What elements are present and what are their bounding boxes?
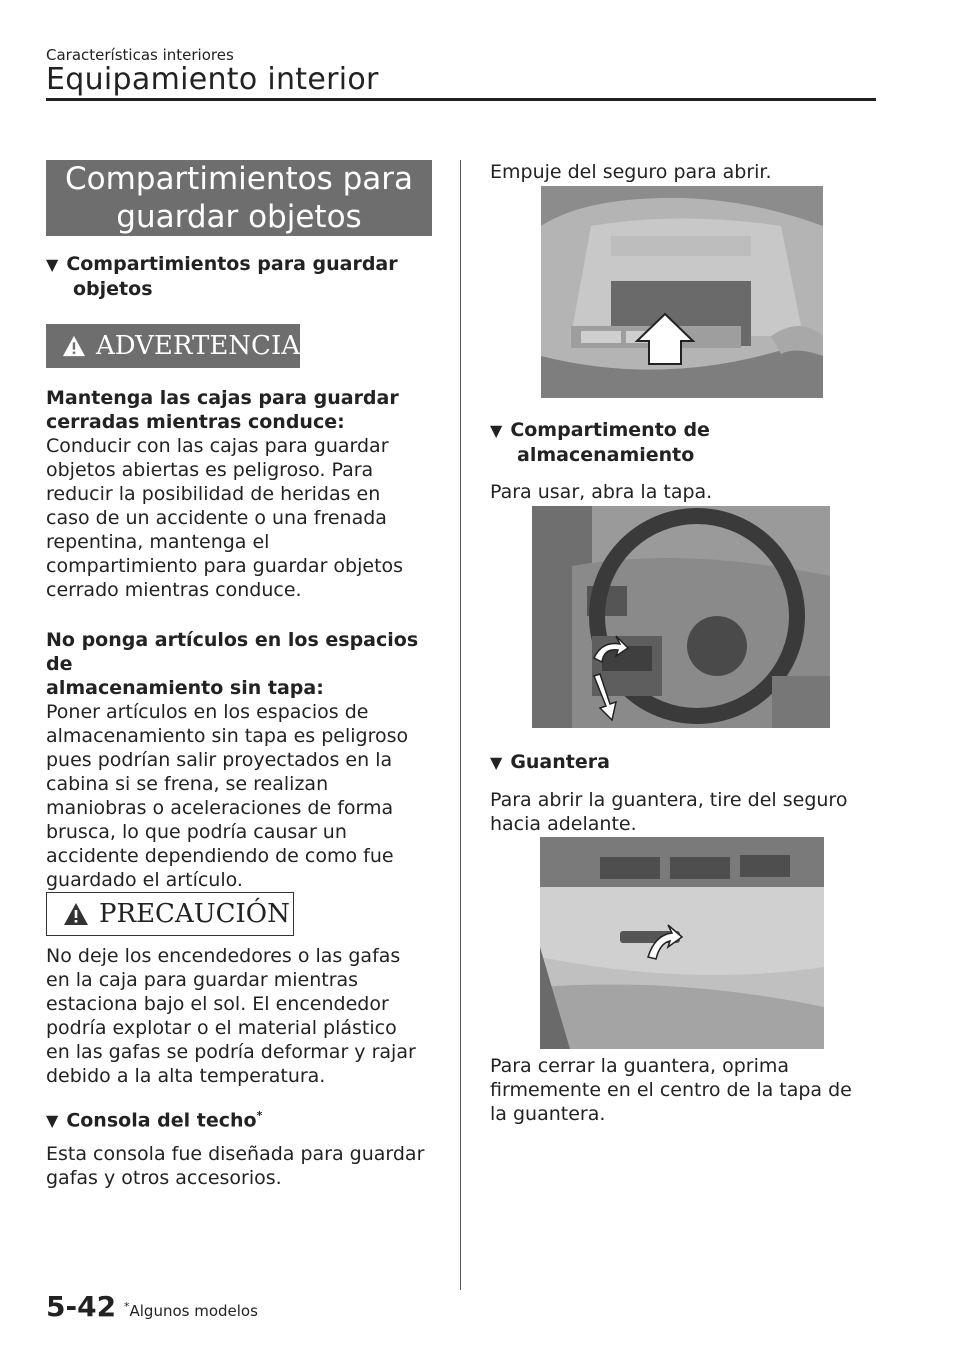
overhead-intro-text: Empuje del seguro para abrir. [490, 161, 772, 183]
section-title: Equipamiento interior [46, 62, 379, 97]
page-number: 5-42 [46, 1290, 117, 1323]
triangle-down-icon: ▼ [490, 421, 503, 440]
caution-label: PRECAUCIÓN [46, 892, 294, 936]
subhead-overhead-console: ▼ Consola del techo* [46, 1109, 263, 1132]
banner-line-1: Compartimientos para [64, 161, 414, 197]
subhead-glovebox: ▼ Guantera [490, 751, 610, 773]
triangle-down-icon: ▼ [46, 255, 59, 274]
overhead-console-image [541, 186, 823, 398]
glovebox-illustration [540, 837, 824, 1049]
header-rule [46, 98, 876, 101]
console-text: Esta consola fue diseñada para guardar gafas y otros accesorios. [46, 1143, 425, 1189]
overhead-console-illustration [541, 186, 823, 398]
glovebox-close-text: Para cerrar la guantera, oprima firmemente en el centro de la tapa de la guantera. [490, 1055, 852, 1125]
column-divider [460, 160, 461, 1290]
storage-text: Para usar, abra la tapa. [490, 481, 713, 503]
breadcrumb: Características interiores [46, 46, 234, 64]
storage-compartment-illustration [532, 506, 830, 728]
triangle-down-icon: ▼ [46, 1111, 59, 1131]
glovebox-open-text: Para abrir la guantera, tire del seguro hacia adelante. [490, 789, 848, 835]
subhead-storage-compartments: ▼ Compartimientos para guardar objetos [46, 253, 398, 300]
caution-text: No deje los encendedores o las gafas en la caja para guardar mientras estaciona bajo el sol. El encendedor podría explotar o el material plástico en las gafas se podría deformar y rajar debido a la alta temperatura. [46, 945, 416, 1087]
warning-label: ADVERTENCIA [46, 324, 300, 368]
storage-compartment-image [532, 506, 830, 728]
warning-icon [62, 334, 86, 358]
subhead-storage-compartment: ▼ Compartimento de almacenamiento [490, 419, 710, 466]
topic-banner [46, 160, 432, 236]
footnote: *Algunos modelos [124, 1300, 258, 1320]
banner-line-2: guardar objetos [116, 199, 362, 235]
warning-text-1: Mantenga las cajas para guardar cerradas mientras conduce: Conducir con las cajas para guardar objetos abiertas es peligroso. Para reducir la posibilidad de heridas en caso de un accidente o una frenada repentina, mantenga el compartimiento para guardar objetos cerrado mientras conduce. [46, 387, 404, 601]
warning-text-2: No ponga artículos en los espacios de almacenamiento sin tapa: Poner artículos en los espacios de almacenamiento sin tapa es peligroso pues podrían salir proyectados en la cabina si se frena, se realizan maniobras o aceleraciones de forma brusca, lo que podría causar un accidente dependiendo de como fue guardado el artículo. [46, 629, 419, 891]
caution-icon [63, 902, 89, 926]
triangle-down-icon: ▼ [490, 753, 503, 772]
glovebox-image [540, 837, 824, 1049]
